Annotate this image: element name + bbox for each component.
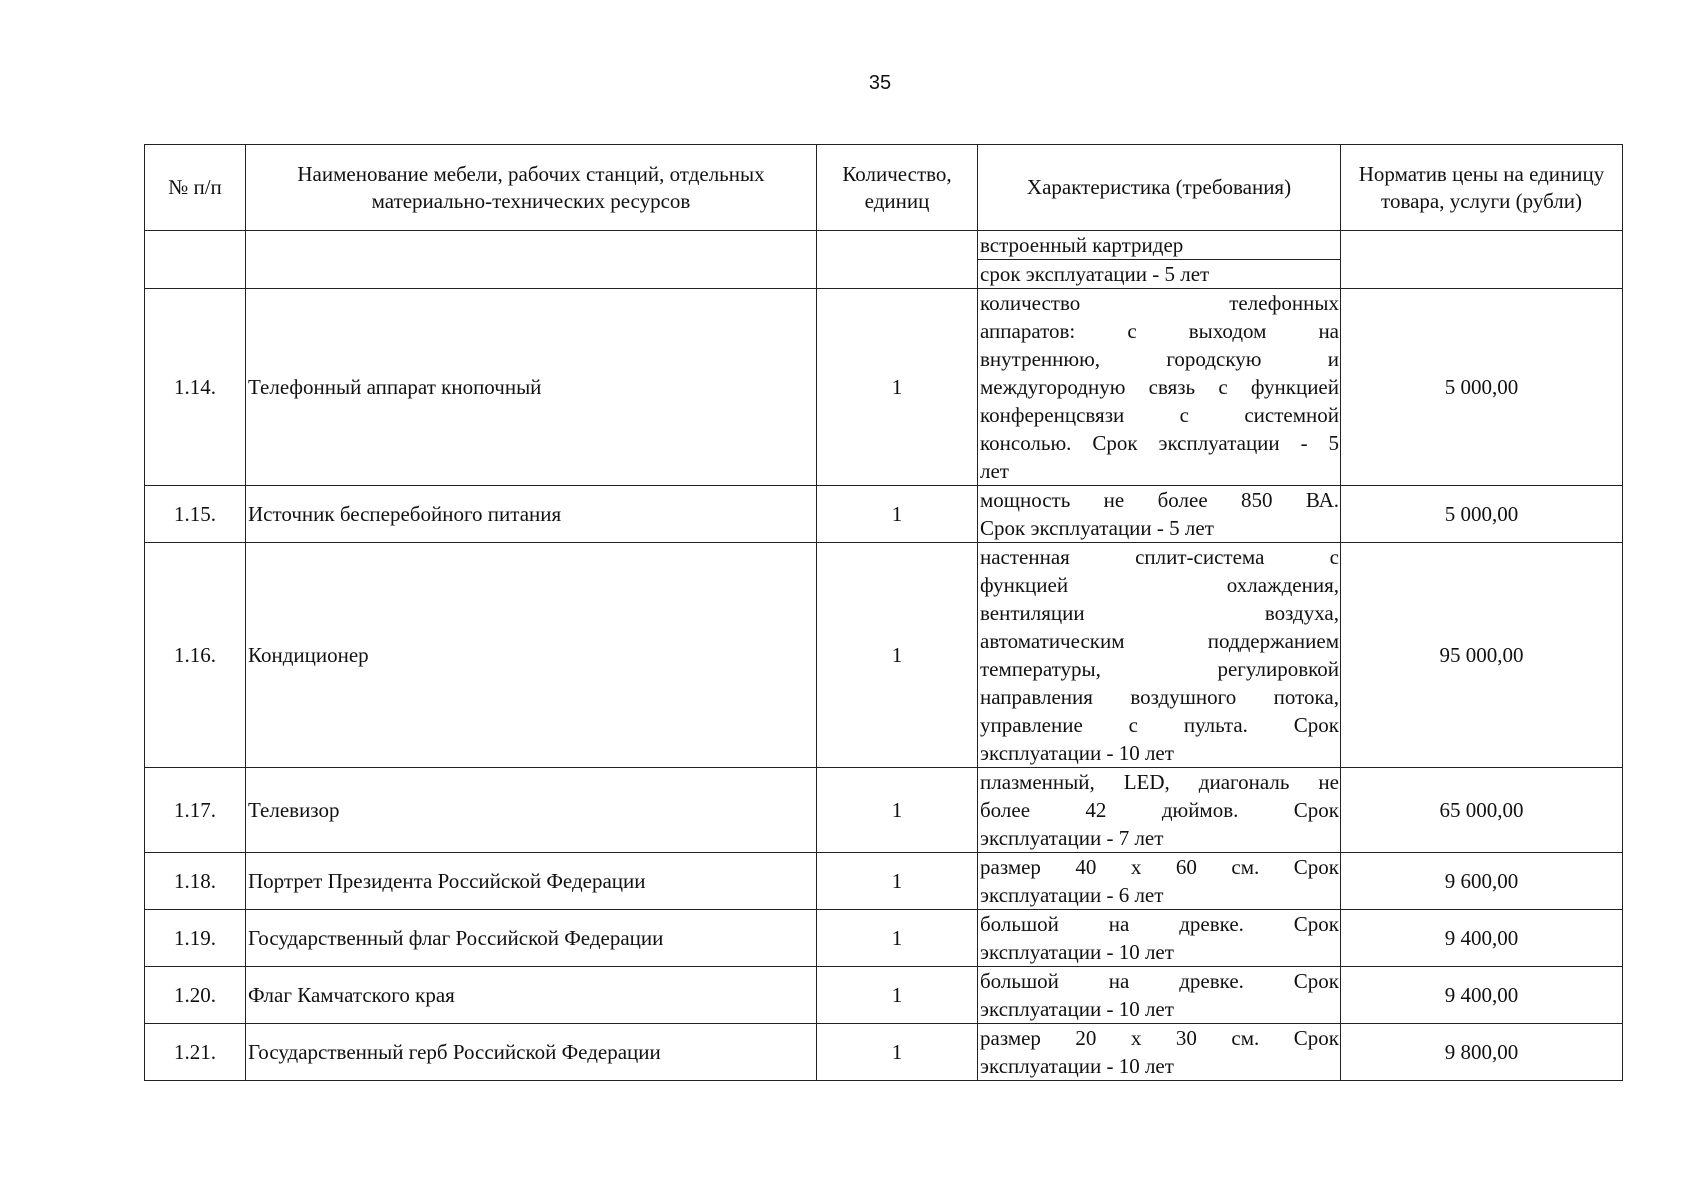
spec-line: направления воздушного потока, bbox=[980, 685, 1339, 709]
spec-line: размер 40 х 60 см. Срок bbox=[980, 855, 1339, 879]
row-number: 1.20. bbox=[145, 967, 246, 1024]
continuation-spec bbox=[978, 231, 1341, 289]
row-quantity: 1 bbox=[817, 967, 978, 1024]
norms-table bbox=[144, 144, 1623, 1081]
spec-line: количество телефонных bbox=[980, 291, 1339, 315]
row-price: 65 000,00 bbox=[1341, 768, 1623, 853]
table-row bbox=[145, 967, 1623, 1024]
row-price: 5 000,00 bbox=[1341, 289, 1623, 486]
spec-line: функцией охлаждения, bbox=[980, 573, 1339, 597]
continuation-price bbox=[1341, 231, 1623, 289]
spec-line: температуры, регулировкой bbox=[980, 657, 1339, 681]
spec-line: эксплуатации - 7 лет bbox=[980, 826, 1164, 850]
row-name: Телевизор bbox=[246, 768, 817, 853]
row-quantity: 1 bbox=[817, 289, 978, 486]
row-price: 9 400,00 bbox=[1341, 967, 1623, 1024]
spec-line: большой на древке. Срок bbox=[980, 912, 1339, 936]
row-characteristics bbox=[978, 1024, 1341, 1081]
spec-line: эксплуатации - 10 лет bbox=[980, 741, 1174, 765]
spec-line: более 42 дюймов. Срок bbox=[980, 798, 1339, 822]
row-quantity: 1 bbox=[817, 486, 978, 543]
row-quantity: 1 bbox=[817, 1024, 978, 1081]
row-quantity: 1 bbox=[817, 543, 978, 768]
page-number: 35 bbox=[868, 72, 892, 94]
row-characteristics bbox=[978, 289, 1341, 486]
row-price: 9 400,00 bbox=[1341, 910, 1623, 967]
spec-line: вентиляции воздуха, bbox=[980, 601, 1339, 625]
spec-line: Срок эксплуатации - 5 лет bbox=[980, 516, 1214, 540]
row-characteristics bbox=[978, 853, 1341, 910]
table-row bbox=[145, 768, 1623, 853]
spec-line: лет bbox=[980, 459, 1009, 483]
row-characteristics bbox=[978, 910, 1341, 967]
row-characteristics bbox=[978, 543, 1341, 768]
table-row bbox=[145, 853, 1623, 910]
continuation-spec-line: встроенный картридер bbox=[980, 233, 1184, 257]
row-name: Кондиционер bbox=[246, 543, 817, 768]
header-spec: Характеристика (требования) bbox=[978, 145, 1341, 231]
continuation-row bbox=[145, 231, 1623, 289]
row-name: Источник бесперебойного питания bbox=[246, 486, 817, 543]
row-name: Государственный флаг Российской Федерации bbox=[246, 910, 817, 967]
spec-line: автоматическим поддержанием bbox=[980, 629, 1339, 653]
row-characteristics bbox=[978, 768, 1341, 853]
spec-line: эксплуатации - 10 лет bbox=[980, 1054, 1174, 1078]
row-number: 1.16. bbox=[145, 543, 246, 768]
table-row bbox=[145, 1024, 1623, 1081]
row-number: 1.15. bbox=[145, 486, 246, 543]
spec-line: размер 20 х 30 см. Срок bbox=[980, 1026, 1339, 1050]
continuation-num bbox=[145, 231, 246, 289]
row-name: Портрет Президента Российской Федерации bbox=[246, 853, 817, 910]
spec-line: консолью. Срок эксплуатации - 5 bbox=[980, 431, 1339, 455]
table-header-row bbox=[145, 145, 1623, 231]
spec-line: аппаратов: с выходом на bbox=[980, 319, 1339, 343]
header-name: Наименование мебели, рабочих станций, отдельных материально-технических ресурсов bbox=[246, 145, 817, 231]
row-number: 1.18. bbox=[145, 853, 246, 910]
row-price: 95 000,00 bbox=[1341, 543, 1623, 768]
table-row bbox=[145, 486, 1623, 543]
table-row bbox=[145, 289, 1623, 486]
row-quantity: 1 bbox=[817, 910, 978, 967]
row-number: 1.14. bbox=[145, 289, 246, 486]
spec-line: конференцсвязи с системной bbox=[980, 403, 1339, 427]
row-quantity: 1 bbox=[817, 853, 978, 910]
table-row bbox=[145, 543, 1623, 768]
header-price: Норматив цены на единицу товара, услуги (рубли) bbox=[1341, 145, 1623, 231]
spec-line: мощность не более 850 ВА. bbox=[980, 488, 1339, 512]
spec-line: эксплуатации - 10 лет bbox=[980, 940, 1174, 964]
row-price: 5 000,00 bbox=[1341, 486, 1623, 543]
spec-line: настенная сплит-система с bbox=[980, 545, 1339, 569]
row-name: Телефонный аппарат кнопочный bbox=[246, 289, 817, 486]
row-number: 1.19. bbox=[145, 910, 246, 967]
spec-line: плазменный, LED, диагональ не bbox=[980, 770, 1339, 794]
row-name: Государственный герб Российской Федерации bbox=[246, 1024, 817, 1081]
spec-line: внутреннюю, городскую и bbox=[980, 347, 1339, 371]
spec-line: междугородную связь с функцией bbox=[980, 375, 1339, 399]
header-qty: Количество, единиц bbox=[817, 145, 978, 231]
spec-line: управление с пульта. Срок bbox=[980, 713, 1339, 737]
row-name: Флаг Камчатского края bbox=[246, 967, 817, 1024]
row-characteristics bbox=[978, 967, 1341, 1024]
row-quantity: 1 bbox=[817, 768, 978, 853]
table-row bbox=[145, 910, 1623, 967]
row-price: 9 600,00 bbox=[1341, 853, 1623, 910]
row-price: 9 800,00 bbox=[1341, 1024, 1623, 1081]
header-num: № п/п bbox=[145, 145, 246, 231]
continuation-name bbox=[246, 231, 817, 289]
row-number: 1.21. bbox=[145, 1024, 246, 1081]
continuation-qty bbox=[817, 231, 978, 289]
spec-line: эксплуатации - 6 лет bbox=[980, 883, 1164, 907]
spec-line: эксплуатации - 10 лет bbox=[980, 997, 1174, 1021]
row-characteristics bbox=[978, 486, 1341, 543]
continuation-spec-line: срок эксплуатации - 5 лет bbox=[978, 259, 1340, 288]
row-number: 1.17. bbox=[145, 768, 246, 853]
spec-line: большой на древке. Срок bbox=[980, 969, 1339, 993]
